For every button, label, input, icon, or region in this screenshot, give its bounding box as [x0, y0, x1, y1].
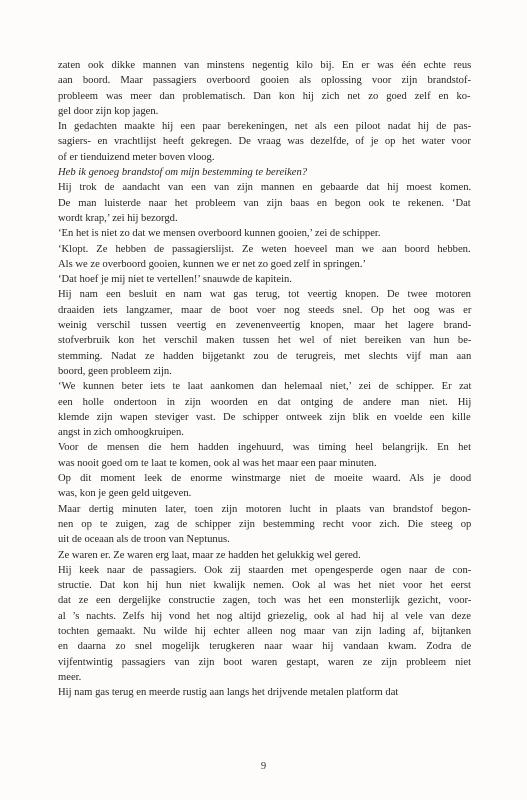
paragraph	[58, 242, 471, 273]
paragraph	[58, 379, 471, 440]
text-line: zaten ook dikke mannen van minstens negentig kilo bij. En er was één echte reus	[58, 60, 472, 71]
text-line: uit de oceaan als de troon van Neptunus.	[58, 534, 230, 546]
text-line: Heb ik genoeg brandstof om mijn bestemming te bereiken?	[58, 167, 308, 179]
body-text	[58, 58, 471, 700]
text-line: stofverbruik kon het verschil maken tussen het wel of niet bereiken van hun be-	[58, 335, 472, 347]
text-line: ‘En het is niet zo dat we mensen overboord kunnen gooien,’ zei de schipper.	[58, 228, 381, 240]
text-line: een holle ondertoon in zijn woorden en dat ontging de andere man niet. Hij	[58, 396, 472, 408]
text-line: De man luisterde naar het probleem van zijn baas en begon ook te rekenen. ‘Dat	[58, 197, 471, 209]
paragraph	[58, 180, 471, 226]
text-line: sagiers- en vrachtlijst heeft gekregen. De vraag was dezelfde, of je op het water voor	[58, 136, 471, 148]
italic-paragraph	[58, 165, 471, 180]
paragraph	[58, 563, 471, 685]
text-line: Als we ze overboord gooien, kunnen we er net zo goed zelf in springen.’	[58, 258, 366, 270]
text-line: was nooit goed om te laat te komen, ook al was het maar een paar minuten.	[58, 457, 377, 469]
text-line: Hij nam een besluit en nam wat gas terug, tot veertig knopen. De twee motoren	[58, 289, 471, 301]
text-line: angst in zich omhoogkruipen.	[58, 427, 184, 439]
text-line: tochten gemaakt. Nu wilde hij echter alleen nog maar van zijn lading af, bijtanken	[58, 625, 471, 637]
text-line: nen op te zuigen, zag de schipper zijn bestemming recht voor zich. Die steeg op	[58, 518, 472, 530]
text-line: was, kon je geen geld uitgeven.	[58, 488, 192, 500]
text-line: aan boord. Maar passagiers overboord gooien als oplossing voor zijn brandstof-	[58, 75, 472, 87]
text-line: wordt krap,’ zei hij bezorgd.	[58, 212, 178, 224]
text-line: gel door zijn kop jagen.	[58, 105, 159, 117]
text-line: In gedachten maakte hij een paar berekeningen, net als een piloot nadat hij de pas-	[58, 121, 472, 133]
text-line: Maar dertig minuten later, toen zijn motoren lucht in plaats van brandstof begon-	[58, 503, 471, 515]
text-line: klemde zijn wapen steviger vast. De schipper ontweek zijn blik en voelde een kille	[58, 411, 471, 423]
text-line: en daarna zo snel mogelijk terugkeren naar waar hij vandaan kwam. Zodra de	[58, 641, 472, 653]
paragraph	[58, 440, 471, 471]
text-line: stemming. Nadat ze hadden bijgetankt zou de terugreis, met slechts vijf man aan	[58, 350, 472, 362]
text-line: of er tienduizend meter boven vloog.	[58, 151, 215, 163]
text-line: draaiden iets langzamer, maar de boot voer nog steeds snel. Op het oog was er	[58, 304, 472, 316]
paragraph	[58, 119, 471, 165]
text-line: weinig verschil tussen veertig en zevenenveertig knopen, maar het lagere brand-	[58, 320, 472, 332]
text-line: Ze waren er. Ze waren erg laat, maar ze hadden het gelukkig wel gered.	[58, 549, 361, 561]
text-line: structie. Dat kon hij hun niet kwalijk nemen. Ook al was het niet voor het eerst	[58, 580, 471, 592]
text-line: Hij nam gas terug en meerde rustig aan langs het drijvende metalen platform dat	[58, 687, 399, 699]
text-line: dat ze een dergelijke constructie zagen, toch was het een monsterlijk gezicht, voor-	[58, 595, 472, 607]
paragraph	[58, 272, 471, 287]
text-line: Voor de mensen die hem hadden ingehuurd, was timing heel belangrijk. En het	[58, 442, 472, 454]
text-line: ‘We kunnen beter iets te laat aankomen dan helemaal niet,’ zei de schipper. Er zat	[58, 381, 472, 393]
text-line: Hij trok de aandacht van een van zijn mannen en gebaarde dat hij moest komen.	[58, 182, 472, 194]
paragraph	[58, 58, 471, 119]
text-line: Hij keek naar de passagiers. Ook zij staarden met opengesperde ogen naar de con-	[58, 564, 472, 576]
text-line: meer.	[58, 671, 82, 683]
paragraph	[58, 502, 471, 548]
text-line: ‘Dat hoef je mij niet te vertellen!’ snauwde de kapitein.	[58, 274, 292, 286]
text-line: al ’s nachts. Zelfs hij vond het nog altijd griezelig, ook al had hij al vele van deze	[58, 610, 471, 622]
paragraph	[58, 471, 471, 502]
text-line: boord, geen probleem zijn.	[58, 365, 172, 377]
paragraph	[58, 226, 471, 241]
paragraph	[58, 548, 471, 563]
paragraph	[58, 685, 471, 700]
page-number: 9	[260, 761, 267, 772]
text-line: Op dit moment leek de enorme winstmarge niet de moeite waard. Als je dood	[58, 473, 472, 485]
text-line: vijfentwintig passagiers van zijn boot waren gestapt, waren ze zijn probleem niet	[58, 656, 472, 668]
text-line: ‘Klopt. Ze hebben de passagierslijst. Ze weten hoeveel man we aan boord hebben.	[58, 243, 471, 255]
paragraph	[58, 287, 471, 379]
text-line: probleem was meer dan problematisch. Dan kon hij zich net zo goed zelf en ko-	[58, 90, 471, 102]
